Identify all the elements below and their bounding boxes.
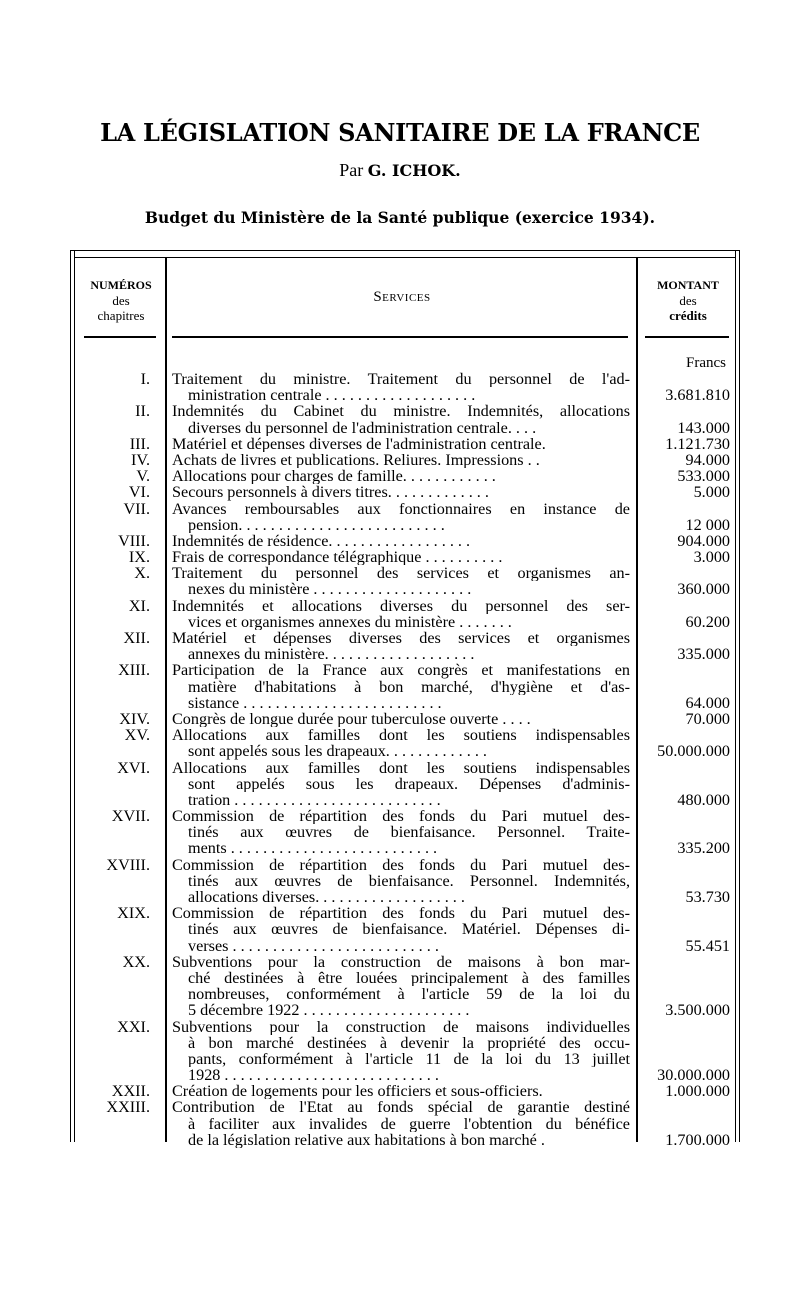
table-row — [0, 1019, 800, 1084]
service-description — [172, 501, 630, 533]
chapter-number: XVIII. — [106, 855, 150, 874]
credit-amount: 3.681.810 — [665, 386, 730, 405]
service-line: sistance . . . . . . . . . . . . . . . . . . . . . . . . . — [188, 694, 442, 711]
credit-amount: 480.000 — [677, 790, 730, 809]
service-line: Allocations aux familles dont les soutiens indispensables — [172, 727, 630, 744]
service-line: allocations diverses. . . . . . . . . . . . . . . . . . . — [188, 889, 465, 906]
credit-amount: 533.000 — [677, 467, 730, 486]
service-line: matière d'habitations à bon marché, d'hygiène et d'as- — [188, 678, 630, 695]
service-line: Commission de répartition des fonds du Pari mutuel des- — [172, 905, 630, 922]
chapter-number: XIX. — [117, 904, 150, 923]
service-description — [172, 484, 630, 500]
service-line: Commission de répartition des fonds du Pari mutuel des- — [172, 856, 630, 873]
chapter-number: XXI. — [117, 1017, 150, 1036]
service-description — [172, 371, 630, 403]
credit-amount: 70.000 — [685, 709, 730, 728]
service-line: Traitement du personnel des services et organismes an- — [172, 565, 630, 582]
chapter-number: XXII. — [111, 1082, 150, 1101]
table-row — [0, 436, 800, 452]
service-description — [172, 662, 630, 711]
service-line: Congrès de longue durée pour tuberculose ouverte . . . . — [172, 710, 531, 728]
byline-author: G. ICHOK. — [367, 161, 461, 180]
service-description — [172, 711, 630, 727]
service-line: Subventions pour la construction de maisons à bon mar- — [172, 953, 630, 970]
chapter-number: VIII. — [118, 531, 150, 550]
credit-amount: 335.200 — [677, 839, 730, 858]
service-description — [172, 1083, 630, 1099]
service-description — [172, 436, 630, 452]
service-line: Allocations pour charges de famille. . . . . . . . . . . . — [172, 468, 496, 485]
service-line: sont appelés sous les drapeaux. Dépenses d'adminis- — [188, 775, 630, 792]
service-line: tinés aux œuvres de bienfaisance. Personnel. Traite- — [188, 824, 630, 841]
header-rule-left — [84, 336, 156, 338]
service-line: Contribution de l'Etat au fonds spécial de garantie destiné — [172, 1099, 630, 1116]
service-description — [172, 857, 630, 906]
service-line: pension. . . . . . . . . . . . . . . . . . . . . . . . . . — [188, 516, 445, 533]
service-description — [172, 630, 630, 662]
service-description — [172, 452, 630, 468]
table-top-rule — [70, 250, 740, 251]
credit-amount: 30.000.000 — [657, 1066, 730, 1085]
table-row — [0, 1083, 800, 1099]
service-line: 5 décembre 1922 . . . . . . . . . . . . . . . . . . . . . — [188, 1002, 470, 1019]
table-row — [0, 630, 800, 662]
chapter-number: VI. — [128, 483, 150, 502]
chapter-number: XX. — [122, 952, 150, 971]
table-row — [0, 905, 800, 954]
table-body — [0, 371, 800, 1148]
service-description — [172, 533, 630, 549]
service-line: vices et organismes annexes du ministère . . . . . . . — [188, 613, 512, 630]
chapter-number: XXIII. — [106, 1098, 150, 1117]
service-description — [172, 549, 630, 565]
service-line: Subventions pour la construction de maisons individuelles — [172, 1018, 630, 1035]
chapter-number: IV. — [130, 450, 150, 469]
credit-amount: 335.000 — [677, 645, 730, 664]
service-line: Indemnités de résidence. . . . . . . . . . . . . . . . . . — [172, 532, 471, 550]
credit-amount: 55.451 — [685, 936, 730, 955]
service-line: Secours personnels à divers titres. . . . . . . . . . . . . — [172, 484, 489, 501]
service-description — [172, 727, 630, 759]
table-row — [0, 501, 800, 533]
chapter-number: I. — [140, 370, 150, 388]
service-line: nexes du ministère . . . . . . . . . . . . . . . . . . . . — [188, 581, 472, 598]
header-amount-line-3: crédits — [669, 308, 707, 323]
table-row — [0, 598, 800, 630]
chapter-number: X. — [134, 564, 150, 583]
credit-amount: 360.000 — [677, 580, 730, 599]
service-line: à bon marché destinées à devenir la propriété des occu- — [188, 1034, 630, 1051]
service-line: diverses du personnel de l'administration centrale. . . . — [188, 419, 537, 436]
service-description — [172, 1099, 630, 1148]
credit-amount: 94.000 — [685, 450, 730, 469]
service-line: Création de logements pour les officiers et sous-officiers. — [172, 1083, 543, 1100]
header-rule-middle — [172, 336, 628, 338]
table-subtitle: Budget du Ministère de la Santé publique (exercice 1934). — [144, 208, 656, 227]
credit-amount: 1.000.000 — [665, 1082, 730, 1101]
chapter-number: XVI. — [117, 758, 150, 777]
service-line: Matériel et dépenses diverses des services et organismes — [172, 630, 630, 647]
service-line: Matériel et dépenses diverses de l'administration centrale. — [172, 435, 546, 452]
service-line: verses . . . . . . . . . . . . . . . . . . . . . . . . . . — [188, 937, 439, 954]
table-row — [0, 484, 800, 500]
service-description — [172, 468, 630, 484]
credit-amount: 64.000 — [685, 693, 730, 712]
service-line: ministration centrale . . . . . . . . . . . . . . . . . . . — [188, 387, 476, 404]
header-num-line-1: NUMÉROS — [90, 278, 152, 292]
service-line: annexes du ministère. . . . . . . . . . . . . . . . . . . — [188, 646, 475, 663]
credit-amount: 12 000 — [685, 515, 730, 534]
service-description — [172, 598, 630, 630]
byline — [0, 160, 800, 181]
service-line: Commission de répartition des fonds du Pari mutuel des- — [172, 808, 630, 825]
chapter-number: V. — [136, 467, 150, 486]
chapter-number: IX. — [128, 548, 150, 567]
chapter-number: XII. — [123, 629, 150, 647]
header-services-label: Services — [373, 289, 431, 305]
header-amount-line-1: MONTANT — [657, 278, 719, 292]
header-num-line-3: chapitres — [97, 308, 145, 323]
service-line: nombreuses, conformément à l'article 59 de la loi du — [188, 986, 630, 1003]
table-row — [0, 565, 800, 597]
table-row — [0, 662, 800, 711]
chapter-number: VII. — [123, 499, 150, 518]
chapter-number: XIV. — [119, 709, 150, 728]
service-line: à faciliter aux invalides de guerre l'obtention du bénéfice — [188, 1115, 630, 1132]
credit-amount: 1.121.730 — [665, 434, 730, 453]
table-row — [0, 760, 800, 809]
service-line: Indemnités du Cabinet du ministre. Indemnités, allocations — [172, 403, 630, 420]
service-line: Frais de correspondance télégraphique . . . . . . . . . . — [172, 549, 503, 566]
credit-amount: 3.500.000 — [665, 1001, 730, 1020]
chapter-number: II. — [135, 402, 150, 421]
service-line: pants, conformément à l'article 11 de la loi du 13 juillet — [188, 1050, 630, 1068]
table-row — [0, 954, 800, 1019]
service-description — [172, 905, 630, 954]
table-row — [0, 727, 800, 759]
header-chapter-numbers — [78, 278, 164, 323]
chapter-number: XV. — [124, 726, 150, 745]
service-line: tration . . . . . . . . . . . . . . . . . . . . . . . . . . — [188, 791, 441, 809]
table-row — [0, 533, 800, 549]
service-line: Achats de livres et publications. Reliures. Impressions . . — [172, 451, 540, 469]
table-row — [0, 808, 800, 857]
table-top-rule-inner — [74, 257, 736, 258]
header-num-line-2: des — [112, 293, 130, 308]
table-row — [0, 452, 800, 468]
chapter-number: III. — [129, 434, 150, 453]
credit-amount: 143.000 — [677, 418, 730, 437]
service-line: ché destinées à être louées principalement à des familles — [188, 969, 630, 987]
table-row — [0, 403, 800, 435]
credit-amount: 60.200 — [685, 612, 730, 631]
service-description — [172, 954, 630, 1019]
table-row — [0, 857, 800, 906]
table-row — [0, 711, 800, 727]
service-description — [172, 403, 630, 435]
table-row — [0, 468, 800, 484]
service-description — [172, 808, 630, 857]
service-line: ments . . . . . . . . . . . . . . . . . . . . . . . . . . — [188, 840, 438, 857]
service-line: sont appelés sous les drapeaux. . . . . . . . . . . . . — [188, 743, 487, 760]
service-line: de la législation relative aux habitations à bon marché . — [188, 1131, 545, 1148]
table-row — [0, 549, 800, 565]
service-line: tinés aux œuvres de bienfaisance. Personnel. Indemnités, — [188, 872, 630, 889]
credit-amount: 50.000.000 — [657, 742, 730, 761]
service-description — [172, 1019, 630, 1084]
chapter-number: XI. — [128, 596, 150, 615]
table-row — [0, 1099, 800, 1148]
credit-amount: 5.000 — [693, 483, 730, 502]
credit-amount: 904.000 — [677, 531, 730, 550]
credit-amount: 1.700.000 — [665, 1130, 730, 1149]
credit-amount: 53.730 — [685, 887, 730, 906]
service-line: Avances remboursables aux fonctionnaires en instance de — [172, 500, 630, 517]
service-line: Traitement du ministre. Traitement du personnel de l'ad- — [172, 371, 630, 388]
service-line: 1928 . . . . . . . . . . . . . . . . . . . . . . . . . . . — [188, 1067, 439, 1084]
service-line: Participation de la France aux congrès et manifestations en — [172, 662, 630, 679]
chapter-number: XVII. — [111, 807, 150, 826]
chapter-number: XIII. — [118, 661, 150, 680]
page-title: LA LÉGISLATION SANITAIRE DE LA FRANCE — [100, 118, 700, 147]
service-line: tinés aux œuvres de bienfaisance. Matériel. Dépenses di- — [188, 921, 630, 938]
service-line: Allocations aux familles dont les soutiens indispensables — [172, 759, 630, 776]
header-services — [170, 290, 634, 305]
byline-prefix: Par — [339, 160, 364, 180]
header-rule-right — [645, 336, 729, 338]
currency-label: Francs — [686, 355, 726, 371]
service-description — [172, 565, 630, 597]
header-amount — [640, 278, 736, 323]
header-amount-line-2: des — [679, 293, 697, 308]
service-line: Indemnités et allocations diverses du personnel des ser- — [172, 597, 630, 614]
table-row — [0, 371, 800, 403]
service-description — [172, 760, 630, 809]
credit-amount: 3.000 — [693, 548, 730, 567]
